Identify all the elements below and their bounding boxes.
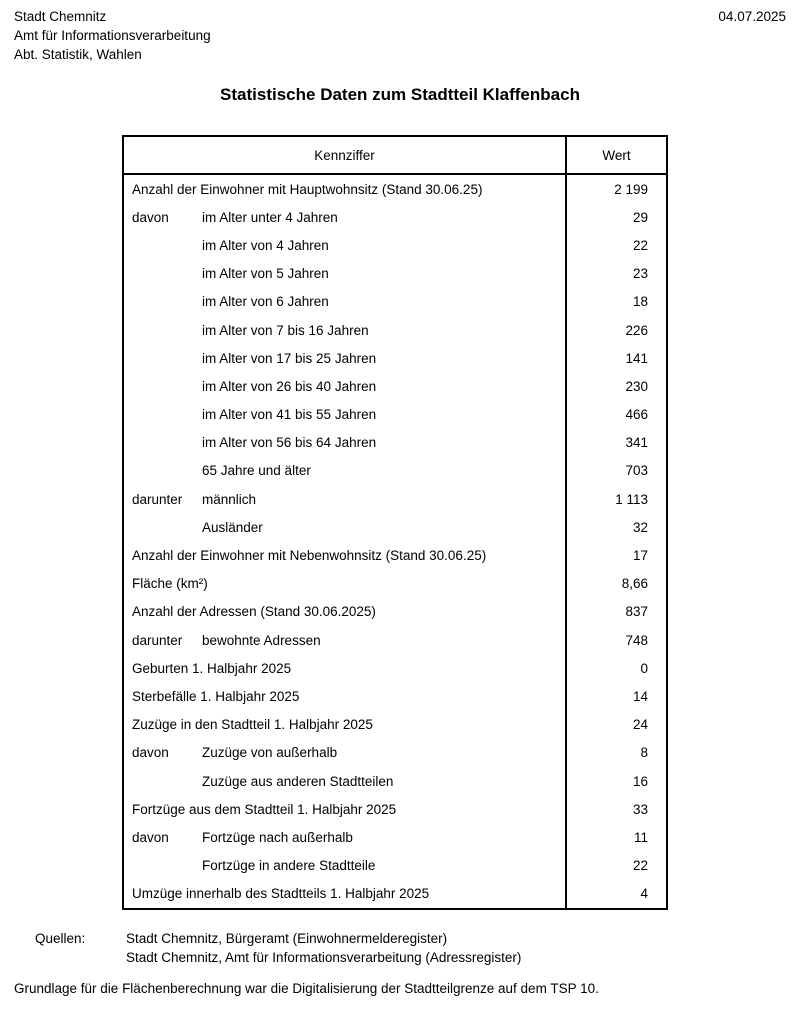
table-row — [124, 541, 666, 569]
wert-cell: 22 — [632, 858, 648, 874]
row-label: bewohnte Adressen — [202, 632, 321, 648]
kennziffer-cell — [124, 880, 567, 908]
table-row — [124, 316, 666, 344]
table-row — [124, 654, 666, 682]
area-calculation-note: Grundlage für die Flächenberechnung war die Digitalisierung der Stadtteilgrenze auf dem TSP 10. — [14, 981, 599, 996]
wert-cell: 24 — [632, 717, 648, 733]
wert-cell: 23 — [632, 266, 648, 282]
kennziffer-cell — [124, 654, 567, 682]
kennziffer-cell — [124, 231, 567, 259]
table-row — [124, 598, 666, 626]
row-label: Geburten 1. Halbjahr 2025 — [132, 660, 292, 676]
table-row — [124, 260, 666, 288]
row-label: 65 Jahre und älter — [202, 463, 311, 479]
row-label: im Alter von 4 Jahren — [202, 237, 329, 253]
row-label: Zuzüge von außerhalb — [202, 745, 338, 761]
kennziffer-cell — [124, 598, 567, 626]
wert-cell: 141 — [625, 350, 648, 366]
kennziffer-cell — [124, 288, 567, 316]
org-line-city: Stadt Chemnitz — [14, 9, 107, 24]
table-row — [124, 823, 666, 851]
wert-cell: 703 — [625, 463, 648, 479]
page-title: Statistische Daten zum Stadtteil Klaffenbach — [220, 85, 580, 104]
table-row — [124, 570, 666, 598]
wert-cell: 17 — [632, 548, 648, 564]
table-row — [124, 429, 666, 457]
sources-list — [126, 929, 521, 967]
column-header-kennziffer: Kennziffer — [124, 137, 567, 173]
row-label: im Alter von 7 bis 16 Jahren — [202, 322, 369, 338]
org-address-block — [14, 7, 211, 64]
row-label: im Alter von 41 bis 55 Jahren — [202, 407, 377, 423]
wert-cell: 16 — [632, 773, 648, 789]
table-row — [124, 288, 666, 316]
wert-cell: 0 — [640, 660, 648, 676]
row-label: Ausländer — [202, 519, 263, 535]
kennziffer-cell — [124, 429, 567, 457]
kennziffer-cell — [124, 570, 567, 598]
row-label: Anzahl der Einwohner mit Nebenwohnsitz (Stand 30.06.25) — [132, 548, 487, 564]
document-date: 04.07.2025 — [718, 9, 786, 24]
wert-cell: 748 — [625, 632, 648, 648]
org-line-office: Amt für Informationsverarbeitung — [14, 28, 211, 43]
table-row — [124, 401, 666, 429]
org-line-department: Abt. Statistik, Wahlen — [14, 47, 142, 62]
row-label: im Alter von 6 Jahren — [202, 294, 329, 310]
wert-cell: 14 — [632, 688, 648, 704]
table-row — [124, 880, 666, 908]
table-row — [124, 795, 666, 823]
kennziffer-cell — [124, 203, 567, 231]
kennziffer-cell — [124, 541, 567, 569]
row-label: im Alter von 17 bis 25 Jahren — [202, 350, 377, 366]
kennziffer-cell — [124, 401, 567, 429]
row-label: Anzahl der Adressen (Stand 30.06.2025) — [132, 604, 376, 620]
row-label: Anzahl der Einwohner mit Hauptwohnsitz (Stand 30.06.25) — [132, 181, 483, 197]
kennziffer-cell — [124, 485, 567, 513]
row-label: Fortzüge in andere Stadtteile — [202, 858, 376, 874]
kennziffer-cell — [124, 682, 567, 710]
kennziffer-cell — [124, 626, 567, 654]
row-label: im Alter von 56 bis 64 Jahren — [202, 435, 377, 451]
row-label: Zuzüge in den Stadtteil 1. Halbjahr 2025 — [132, 717, 373, 733]
row-label: im Alter unter 4 Jahren — [202, 209, 338, 225]
table-row — [124, 852, 666, 880]
wert-cell: 8,66 — [621, 576, 648, 592]
table-row — [124, 203, 666, 231]
wert-cell: 837 — [625, 604, 648, 620]
row-prefix: darunter — [132, 491, 183, 507]
row-label: Fortzüge aus dem Stadtteil 1. Halbjahr 2025 — [132, 801, 397, 817]
table-row — [124, 626, 666, 654]
kennziffer-cell — [124, 344, 567, 372]
row-label: Fortzüge nach außerhalb — [202, 829, 353, 845]
kennziffer-cell — [124, 795, 567, 823]
table-row — [124, 175, 666, 203]
table-row — [124, 344, 666, 372]
wert-cell: 8 — [640, 745, 648, 761]
column-header-wert: Wert — [602, 147, 631, 163]
wert-cell: 18 — [632, 294, 648, 310]
kennziffer-cell — [124, 260, 567, 288]
row-prefix: darunter — [132, 632, 183, 648]
wert-cell: 226 — [625, 322, 648, 338]
kennziffer-cell — [124, 711, 567, 739]
table-header-row — [124, 137, 666, 175]
table-row — [124, 513, 666, 541]
kennziffer-cell — [124, 372, 567, 400]
statistics-table — [122, 135, 668, 910]
row-label: männlich — [202, 491, 257, 507]
row-label: Fläche (km²) — [132, 576, 208, 592]
kennziffer-cell — [124, 852, 567, 880]
document-header — [14, 7, 786, 64]
row-label: Umzüge innerhalb des Stadtteils 1. Halbjahr 2025 — [132, 886, 430, 902]
wert-cell: 341 — [625, 435, 648, 451]
source-line: Stadt Chemnitz, Bürgeramt (Einwohnermelderegister) — [126, 931, 448, 946]
table-row — [124, 767, 666, 795]
kennziffer-cell — [124, 823, 567, 851]
sources-label: Quellen: — [35, 931, 86, 946]
table-row — [124, 682, 666, 710]
table-row — [124, 711, 666, 739]
table-row — [124, 231, 666, 259]
table-row — [124, 372, 666, 400]
wert-cell: 29 — [632, 209, 648, 225]
wert-cell: 466 — [625, 407, 648, 423]
table-row — [124, 485, 666, 513]
table-body — [124, 175, 666, 908]
kennziffer-cell — [124, 513, 567, 541]
row-prefix: davon — [132, 829, 169, 845]
kennziffer-cell — [124, 767, 567, 795]
wert-cell: 2 199 — [614, 181, 648, 197]
kennziffer-cell — [124, 175, 567, 203]
wert-cell: 4 — [640, 886, 648, 902]
sources-block — [35, 929, 521, 967]
table-row — [124, 457, 666, 485]
wert-cell: 33 — [632, 801, 648, 817]
wert-cell: 11 — [633, 829, 648, 845]
row-label: Sterbefälle 1. Halbjahr 2025 — [132, 688, 300, 704]
row-prefix: davon — [132, 745, 169, 761]
wert-cell: 1 113 — [615, 491, 648, 507]
kennziffer-cell — [124, 316, 567, 344]
wert-cell: 230 — [625, 378, 648, 394]
kennziffer-cell — [124, 457, 567, 485]
wert-cell: 32 — [632, 519, 648, 535]
wert-cell: 22 — [632, 237, 648, 253]
source-line: Stadt Chemnitz, Amt für Informationsverarbeitung (Adressregister) — [126, 950, 522, 965]
row-label: im Alter von 26 bis 40 Jahren — [202, 378, 377, 394]
table-row — [124, 739, 666, 767]
row-label: Zuzüge aus anderen Stadtteilen — [202, 773, 394, 789]
kennziffer-cell — [124, 739, 567, 767]
row-label: im Alter von 5 Jahren — [202, 266, 329, 282]
row-prefix: davon — [132, 209, 169, 225]
